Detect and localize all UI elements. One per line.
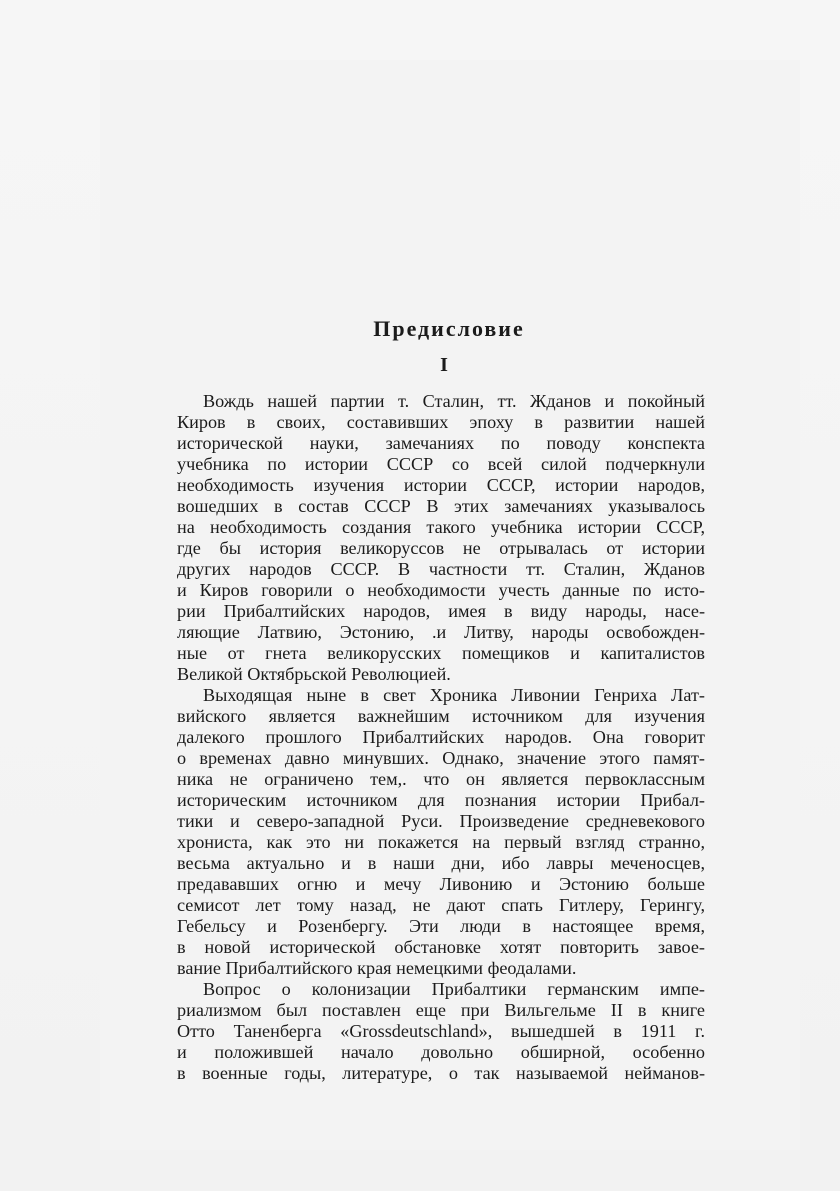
text-line: рии Прибалтийских народов, имея в виду народы, насе- — [177, 601, 705, 621]
text-line: Выходящая ныне в свет Хроника Ливонии Генриха Лат- — [203, 685, 705, 705]
paragraph-1 — [177, 391, 705, 685]
text-line: предававших огню и мечу Ливонию и Эстонию больше — [177, 874, 705, 894]
text-line: ника не ограничено тем,. что он является первоклассным — [177, 769, 705, 789]
text-line: Киров в своих, составивших эпоху в развитии нашей — [177, 412, 705, 432]
section-number: I — [440, 354, 448, 376]
text-line: в военные годы, литературе, о так называемой нейманов- — [177, 1063, 705, 1083]
text-line: ляющие Латвию, Эстонию, .и Литву, народы освобожден- — [177, 622, 705, 642]
text-line: историческим источником для познания истории Прибал- — [177, 790, 705, 810]
text-line: Вождь нашей партии т. Сталин, тт. Жданов и покойный — [203, 391, 705, 411]
text-line: тики и северо-западной Руси. Произведение средневекового — [177, 811, 705, 831]
text-line: Великой Октябрьской Революцией. — [177, 664, 451, 684]
text-line: весьма актуально и в наши дни, ибо лавры меченосцев, — [177, 853, 705, 873]
text-line: вание Прибалтийского края немецкими феодалами. — [177, 958, 577, 978]
text-line: необходимость изучения истории СССР, истории народов, — [177, 475, 705, 495]
text-line: Отто Таненберга «Grossdeutschland», вышедшей в 1911 г. — [177, 1021, 705, 1041]
text-line: других народов СССР. В частности тт. Сталин, Жданов — [177, 559, 705, 579]
text-line: ные от гнета великорусских помещиков и капиталистов — [177, 643, 705, 663]
text-line: семисот лет тому назад, не дают спать Гитлеру, Герингу, — [177, 895, 705, 915]
text-line: далекого прошлого Прибалтийских народов. Она говорит — [177, 727, 705, 747]
text-line: Вопрос о колонизации Прибалтики германским импе- — [203, 979, 705, 999]
page-title: Предисловие — [373, 316, 525, 341]
text-line: о временах давно минувших. Однако, значение этого памят- — [177, 748, 705, 768]
text-line: вошедших в состав СССР В этих замечаниях указывалось — [177, 496, 705, 516]
paragraph-3 — [177, 979, 705, 1084]
text-line: в новой исторической обстановке хотят повторить завое- — [177, 937, 705, 957]
text-line: где бы история великоруссов не отрывалась от истории — [177, 538, 705, 558]
text-line: и положившей начало довольно обширной, особенно — [177, 1042, 705, 1062]
preface-text — [177, 315, 705, 1084]
text-line: вийского является важнейшим источником для изучения — [177, 706, 705, 726]
text-line: и Киров говорили о необходимости учесть данные по исто- — [177, 580, 705, 600]
text-line: учебника по истории СССР со всей силой подчеркнули — [177, 454, 705, 474]
paragraph-2 — [177, 685, 705, 979]
text-line: на необходимость создания такого учебника истории СССР, — [177, 517, 705, 537]
text-line: исторической науки, замечаниях по поводу конспекта — [177, 433, 705, 453]
text-line: риализмом был поставлен еще при Вильгельме II в книге — [177, 1000, 705, 1020]
text-line: Гебельсу и Розенбергу. Эти люди в настоящее время, — [177, 916, 705, 936]
text-line: хрониста, как это ни покажется на первый взгляд странно, — [177, 832, 705, 852]
